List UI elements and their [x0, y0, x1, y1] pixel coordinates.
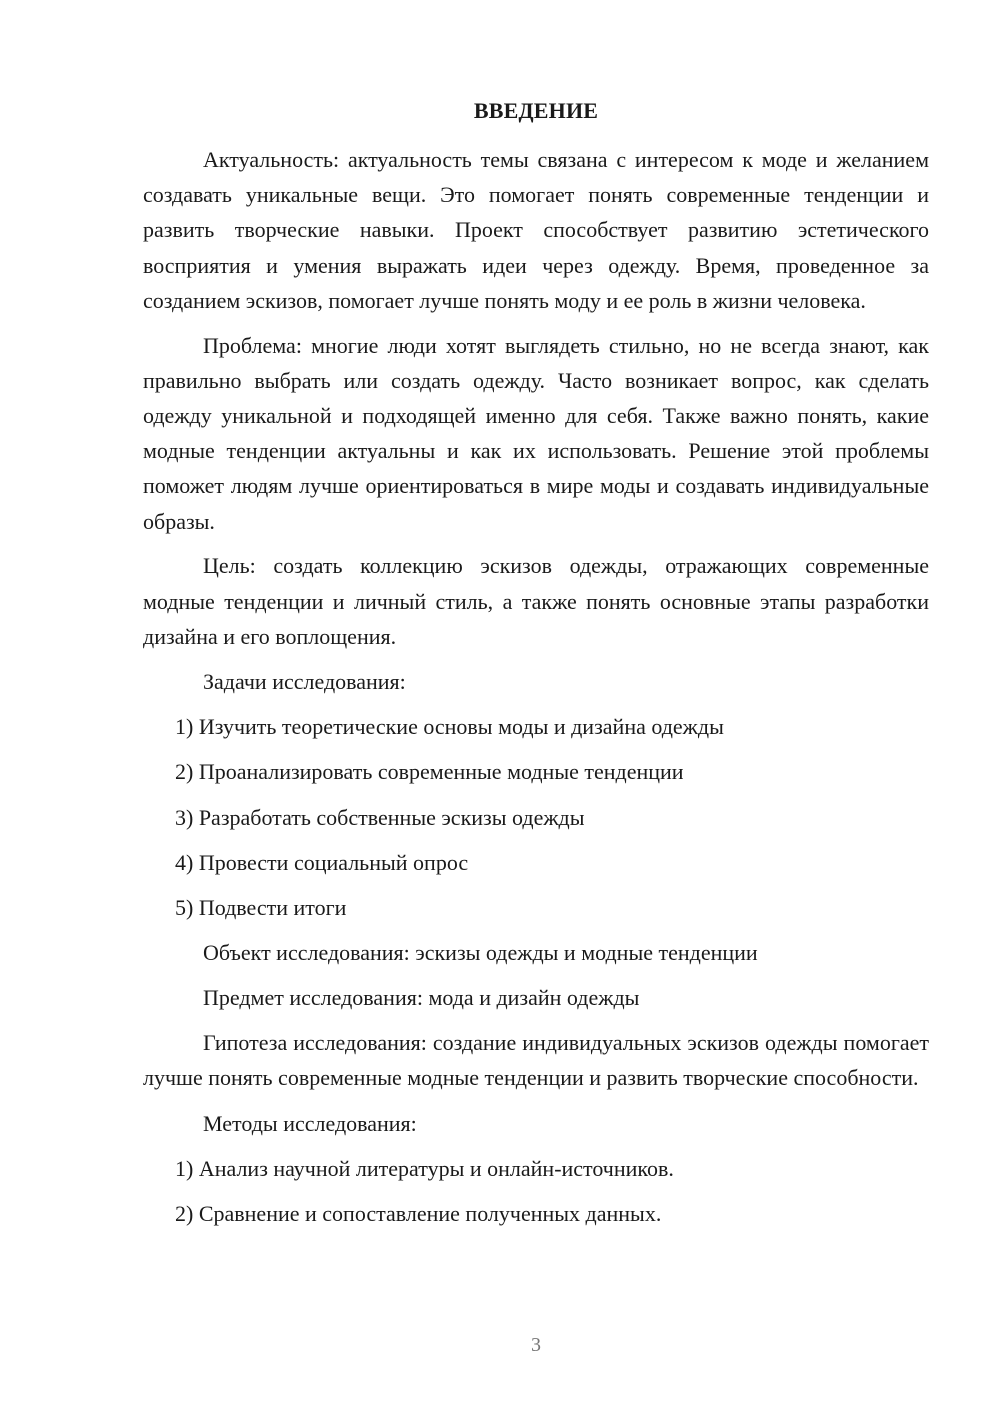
- paragraph-hypothesis: Гипотеза исследования: создание индивидуальных эскизов одежды помогает лучше понять современные модные тенденции и развить творческие способности.: [143, 1030, 929, 1091]
- research-object: Объект исследования: эскизы одежды и модные тенденции: [203, 940, 758, 966]
- paragraph-problem: Проблема: многие люди хотят выглядеть стильно, но не всегда знают, как правильно выбрать или создать одежду. Часто возникает вопрос, как сделать одежду уникальной и подходящей именно для себя. Также важно понять, какие модные тенденции актуальны и как их использовать. Решение этой проблемы поможет людям лучше ориентироваться в мире моды и создавать индивидуальные образы.: [143, 332, 929, 534]
- page-number: 3: [531, 1334, 541, 1356]
- list-item: 4) Провести социальный опрос: [175, 849, 469, 875]
- list-item: 5) Подвести итоги: [175, 895, 347, 921]
- document-page: [143, 0, 929, 1414]
- methods-heading: Методы исследования:: [203, 1110, 417, 1136]
- paragraph-goal: Цель: создать коллекцию эскизов одежды, отражающих современные модные тенденции и личный стиль, а также понять основные этапы разработки дизайна и его воплощения.: [143, 553, 929, 649]
- page-title: ВВЕДЕНИЕ: [473, 98, 599, 123]
- list-item: 3) Разработать собственные эскизы одежды: [175, 804, 585, 830]
- methods-list: [143, 1151, 929, 1231]
- document-body: [143, 142, 929, 1231]
- tasks-heading: Задачи исследования:: [203, 669, 406, 695]
- list-item: 2) Проанализировать современные модные тенденции: [175, 759, 684, 785]
- paragraph-relevance: Актуальность: актуальность темы связана с интересом к моде и желанием создавать уникальные вещи. Это помогает понять современные тенденции и развить творческие навыки. Проект способствует развитию эстетического восприятия и умения выражать идеи через одежду. Время, проведенное за созданием эскизов, помогает лучше понять моду и ее роль в жизни человека.: [143, 147, 929, 313]
- list-item: 1) Анализ научной литературы и онлайн-источников.: [175, 1155, 674, 1181]
- tasks-list: [143, 709, 929, 925]
- research-subject: Предмет исследования: мода и дизайн одежды: [203, 985, 640, 1011]
- list-item: 1) Изучить теоретические основы моды и дизайна одежды: [175, 714, 724, 740]
- list-item: 2) Сравнение и сопоставление полученных данных.: [175, 1201, 662, 1227]
